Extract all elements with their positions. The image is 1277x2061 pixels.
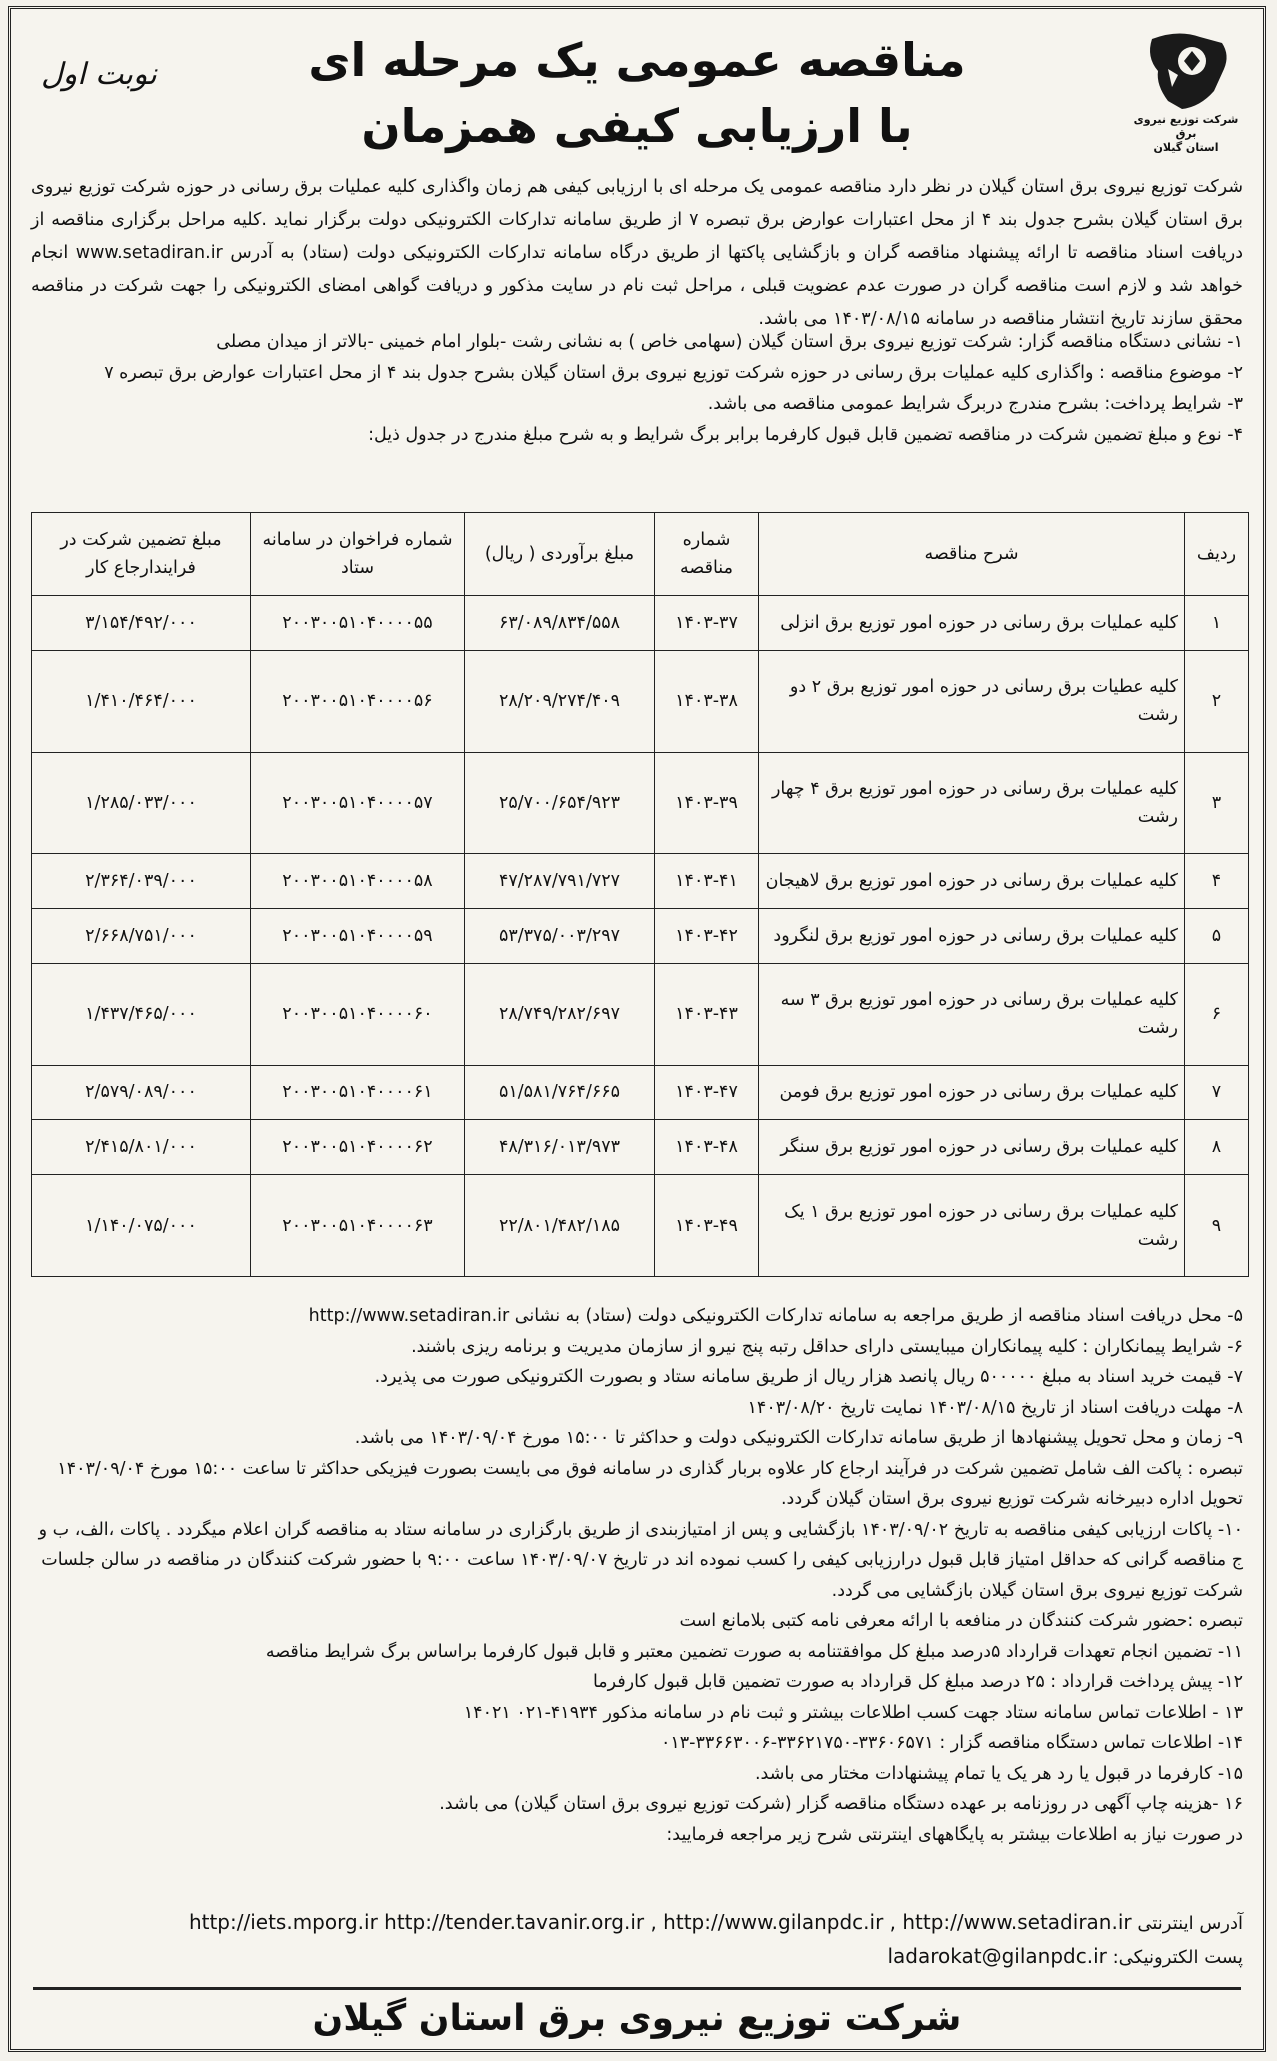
cell-number: ۱۴۰۳-۳۸ bbox=[655, 650, 759, 752]
table-row bbox=[32, 963, 1249, 1065]
col-header-desc: شرح مناقصه bbox=[759, 513, 1185, 596]
cell-desc: کلیه عملیات برق رسانی در حوزه امور توزیع برق انزلی bbox=[759, 596, 1185, 651]
col-header-guarantee: مبلغ تضمین شرکت در فرایندارجاع کار bbox=[32, 513, 251, 596]
cell-guarantee: ۲/۳۶۴/۰۳۹/۰۰۰ bbox=[32, 854, 251, 909]
cell-row: ۲ bbox=[1185, 650, 1249, 752]
term-15: ۱۵- کارفرما در قبول یا رد هر یک یا تمام پیشنهادات مختار می باشد. bbox=[754, 1763, 1243, 1784]
term-8: ۸- مهلت دریافت اسناد از تاریخ ۱۴۰۳/۰۸/۱۵ نمایت تاریخ ۱۴۰۳/۰۸/۲۰ bbox=[747, 1397, 1243, 1418]
gilan-map-icon bbox=[1138, 29, 1234, 113]
title-line-1: مناقصه عمومی یک مرحله ای bbox=[308, 33, 966, 87]
item-3: ۳- شرایط پرداخت: بشرح مندرج دربرگ شرایط عمومی مناقصه می باشد. bbox=[707, 394, 1243, 414]
table-row bbox=[32, 596, 1249, 651]
cell-row: ۵ bbox=[1185, 909, 1249, 964]
links-block bbox=[39, 1906, 1243, 1974]
title-line-2: با ارزیابی کیفی همزمان bbox=[361, 99, 913, 153]
term-14: ۱۴- اطلاعات تماس دستگاه مناقصه گزار : ۳۳۶۰۶۵۷۱-۳۳۶۲۱۷۵۰-۳۳۶۶۳۰۰۶-۰۱۳ bbox=[660, 1733, 1243, 1753]
items-list bbox=[31, 327, 1243, 451]
cell-desc: کلیه عملیات برق رسانی در حوزه امور توزیع برق ۴ چهار رشت bbox=[759, 752, 1185, 854]
intro-paragraph: شرکت توزیع نیروی برق استان گیلان در نظر دارد مناقصه عمومی یک مرحله ای با ارزیابی کیفی هم زمان واگذاری کلیه عملیات برق رسانی در حوزه شرکت توزیع نیروی برق استان گیلان بشرح جدول بند ۴ از محل اعتبارات عوارض برق تبصره ۷ از طریق سامانه تدارکات الکترونیکی دولت برگزار نماید .کلیه مراحل برگزاری مناقصه از دریافت اسناد مناقصه تا ارائه پیشنهاد مناقصه گران و بازگشایی پاکتها از طریق درگاه سامانه تدارکات الکترونیکی دولت (ستاد) به آدرس www.setadiran.ir انجام خواهد شد و لازم است مناقصه گران در صورت عدم عضویت قبلی ، مراحل ثبت نام در سایت مذکور و دریافت گواهی امضای الکترونیکی را جهت شرکت در مناقصه محقق سازند تاریخ انتشار مناقصه در سامانه ۱۴۰۳/۰۸/۱۵ می باشد. bbox=[31, 177, 1243, 329]
footer-divider bbox=[33, 1987, 1241, 1990]
table-row bbox=[32, 909, 1249, 964]
cell-number: ۱۴۰۳-۴۱ bbox=[655, 854, 759, 909]
cell-number: ۱۴۰۳-۴۲ bbox=[655, 909, 759, 964]
cell-guarantee: ۲/۶۶۸/۷۵۱/۰۰۰ bbox=[32, 909, 251, 964]
cell-row: ۱ bbox=[1185, 596, 1249, 651]
cell-setad: ۲۰۰۳۰۰۵۱۰۴۰۰۰۰۶۳ bbox=[251, 1175, 465, 1277]
term-13: ۱۳ - اطلاعات تماس سامانه ستاد جهت کسب اطلاعات بیشتر و ثبت نام در سامانه مذکور ۴۱۹۳۴-۰۲۱ ۱۴۰۲۱ bbox=[463, 1702, 1243, 1723]
table-row bbox=[32, 752, 1249, 854]
term-12: ۱۲- پیش پرداخت قرارداد : ۲۵ درصد مبلغ کل قرارداد به صورت تضمین قابل قبول کارفرما bbox=[592, 1672, 1243, 1692]
web-links-line bbox=[39, 1906, 1243, 1940]
more-info-note: در صورت نیاز به اطلاعات بیشتر به پایگاههای اینترنتی شرح زیر مراجعه فرمایید: bbox=[666, 1824, 1243, 1845]
cell-setad: ۲۰۰۳۰۰۵۱۰۴۰۰۰۰۵۷ bbox=[251, 752, 465, 854]
cell-row: ۸ bbox=[1185, 1120, 1249, 1175]
table-row bbox=[32, 1175, 1249, 1277]
cell-estimate: ۲۲/۸۰۱/۴۸۲/۱۸۵ bbox=[465, 1175, 655, 1277]
table-row bbox=[32, 854, 1249, 909]
cell-estimate: ۶۳/۰۸۹/۸۳۴/۵۵۸ bbox=[465, 596, 655, 651]
notice-title bbox=[211, 27, 1063, 159]
cell-setad: ۲۰۰۳۰۰۵۱۰۴۰۰۰۰۵۵ bbox=[251, 596, 465, 651]
cell-number: ۱۴۰۳-۴۹ bbox=[655, 1175, 759, 1277]
cell-guarantee: ۱/۴۱۰/۴۶۴/۰۰۰ bbox=[32, 650, 251, 752]
col-header-estimate: مبلغ برآوردی ( ریال) bbox=[465, 513, 655, 596]
cell-row: ۳ bbox=[1185, 752, 1249, 854]
cell-desc: کلیه عطیات برق رسانی در حوزه امور توزیع برق ۲ دو رشت bbox=[759, 650, 1185, 752]
cell-setad: ۲۰۰۳۰۰۵۱۰۴۰۰۰۰۶۰ bbox=[251, 963, 465, 1065]
cell-guarantee: ۳/۱۵۴/۴۹۲/۰۰۰ bbox=[32, 596, 251, 651]
cell-estimate: ۵۱/۵۸۱/۷۶۴/۶۶۵ bbox=[465, 1065, 655, 1120]
cell-desc: کلیه عملیات برق رسانی در حوزه امور توزیع برق ۳ سه رشت bbox=[759, 963, 1185, 1065]
cell-estimate: ۵۳/۳۷۵/۰۰۳/۲۹۷ bbox=[465, 909, 655, 964]
cell-number: ۱۴۰۳-۳۷ bbox=[655, 596, 759, 651]
term-9-note: تبصره : پاکت الف شامل تضمین شرکت در فرآیند ارجاع کار علاوه بربار گذاری در سامانه فوق می بایست بصورت فیزیکی حداکثر تا ساعت ۱۵:۰۰ مورخ ۱۴۰۳/۰۹/۰۴ تحویل اداره دبیرخانه شرکت توزیع نیروی برق استان گیلان گردد. bbox=[57, 1458, 1243, 1509]
cell-guarantee: ۱/۴۳۷/۴۶۵/۰۰۰ bbox=[32, 963, 251, 1065]
cell-setad: ۲۰۰۳۰۰۵۱۰۴۰۰۰۰۵۹ bbox=[251, 909, 465, 964]
cell-desc: کلیه عملیات برق رسانی در حوزه امور توزیع برق فومن bbox=[759, 1065, 1185, 1120]
table-row bbox=[32, 1065, 1249, 1120]
web-links[interactable]: http://iets.mporg.ir http://tender.tavanir.org.ir , http://www.gilanpdc.ir , http://www.setadiran.ir bbox=[188, 1910, 1132, 1934]
cell-setad: ۲۰۰۳۰۰۵۱۰۴۰۰۰۰۶۲ bbox=[251, 1120, 465, 1175]
col-header-setad: شماره فراخوان در سامانه ستاد bbox=[251, 513, 465, 596]
cell-guarantee: ۲/۵۷۹/۰۸۹/۰۰۰ bbox=[32, 1065, 251, 1120]
round-label: نوبت اول bbox=[41, 57, 157, 92]
cell-estimate: ۲۸/۷۴۹/۲۸۲/۶۹۷ bbox=[465, 963, 655, 1065]
web-links-label: آدرس اینترنتی bbox=[1137, 1913, 1243, 1934]
term-11: ۱۱- تضمین انجام تعهدات قرارداد ۵درصد مبلغ کل موافقتنامه به صورت تضمین معتبر و قابل قبول کارفرما براساس برگ شرایط مناقصه bbox=[265, 1641, 1243, 1662]
company-logo bbox=[1127, 29, 1245, 155]
item-4: ۴- نوع و مبلغ تضمین شرکت در مناقصه تضمین قابل قبول کارفرما برابر برگ شرایط و به شرح مبلغ مندرج در جدول ذیل: bbox=[368, 425, 1243, 445]
cell-desc: کلیه عملیات برق رسانی در حوزه امور توزیع برق ۱ یک رشت bbox=[759, 1175, 1185, 1277]
cell-guarantee: ۱/۲۸۵/۰۳۳/۰۰۰ bbox=[32, 752, 251, 854]
item-2: ۲- موضوع مناقصه : واگذاری کلیه عملیات برق رسانی در حوزه شرکت توزیع نیروی برق استان گیلان بشرح جدول بند ۴ از محل اعتبارات عوارض برق تبصره ۷ bbox=[104, 363, 1243, 383]
cell-desc: کلیه عملیات برق رسانی در حوزه امور توزیع برق لنگرود bbox=[759, 909, 1185, 964]
term-16: ۱۶ -هزینه چاپ آگهی در روزنامه بر عهده دستگاه مناقصه گزار (شرکت توزیع نیروی برق استان گیلان) می باشد. bbox=[439, 1794, 1243, 1814]
cell-estimate: ۲۵/۷۰۰/۶۵۴/۹۲۳ bbox=[465, 752, 655, 854]
col-header-row: ردیف bbox=[1185, 513, 1249, 596]
cell-estimate: ۲۸/۲۰۹/۲۷۴/۴۰۹ bbox=[465, 650, 655, 752]
item-1: ۱- نشانی دستگاه مناقصه گزار: شرکت توزیع نیروی برق استان گیلان (سهامی خاص ) به نشانی رشت -بلوار امام خمینی -بالاتر از میدان مصلی bbox=[216, 332, 1243, 352]
cell-row: ۴ bbox=[1185, 854, 1249, 909]
footer-company-name: شرکت توزیع نیروی برق استان گیلان bbox=[312, 1998, 962, 2039]
cell-guarantee: ۱/۱۴۰/۰۷۵/۰۰۰ bbox=[32, 1175, 251, 1277]
table-row bbox=[32, 1120, 1249, 1175]
cell-number: ۱۴۰۳-۴۳ bbox=[655, 963, 759, 1065]
cell-setad: ۲۰۰۳۰۰۵۱۰۴۰۰۰۰۶۱ bbox=[251, 1065, 465, 1120]
table-row bbox=[32, 650, 1249, 752]
email-link[interactable]: ladarokat@gilanpdc.ir bbox=[887, 1944, 1107, 1968]
tender-table bbox=[31, 512, 1249, 1277]
email-label: پست الکترونیکی: bbox=[1112, 1947, 1243, 1968]
cell-estimate: ۴۷/۲۸۷/۷۹۱/۷۲۷ bbox=[465, 854, 655, 909]
table-header-row bbox=[32, 513, 1249, 596]
cell-number: ۱۴۰۳-۴۷ bbox=[655, 1065, 759, 1120]
cell-estimate: ۴۸/۳۱۶/۰۱۳/۹۷۳ bbox=[465, 1120, 655, 1175]
email-line bbox=[39, 1940, 1243, 1974]
col-header-number: شماره مناقصه bbox=[655, 513, 759, 596]
cell-row: ۷ bbox=[1185, 1065, 1249, 1120]
cell-setad: ۲۰۰۳۰۰۵۱۰۴۰۰۰۰۵۸ bbox=[251, 854, 465, 909]
term-10: ۱۰- پاکات ارزیابی کیفی مناقصه به تاریخ ۱۴۰۳/۰۹/۰۲ بازگشایی و پس از امتیازبندی از طریق بارگزاری در سامانه ستاد به مناقصه گران اعلام میگردد . پاکات ،الف، ب و ج مناقصه گرانی که حداقل امتیاز قابل قبول درارزیابی کیفی را کسب نموده اند در تاریخ ۱۴۰۳/۰۹/۰۷ ساعت ۹:۰۰ با حضور شرکت کنندگان در مناقصه در سالن جلسات شرکت توزیع نیروی برق استان گیلان بازگشایی می گردد. bbox=[38, 1519, 1243, 1601]
cell-guarantee: ۲/۴۱۵/۸۰۱/۰۰۰ bbox=[32, 1120, 251, 1175]
cell-number: ۱۴۰۳-۴۸ bbox=[655, 1120, 759, 1175]
term-9: ۹- زمان و محل تحویل پیشنهادها از طریق سامانه تدارکات الکترونیکی دولت و حداکثر تا ۱۵:۰۰ مورخ ۱۴۰۳/۰۹/۰۴ می باشد. bbox=[354, 1428, 1243, 1448]
logo-line-2: استان گیلان bbox=[1153, 141, 1219, 154]
cell-row: ۶ bbox=[1185, 963, 1249, 1065]
logo-line-1: شرکت توزیع نیروی برق bbox=[1133, 113, 1239, 140]
cell-setad: ۲۰۰۳۰۰۵۱۰۴۰۰۰۰۵۶ bbox=[251, 650, 465, 752]
cell-desc: کلیه عملیات برق رسانی در حوزه امور توزیع برق سنگر bbox=[759, 1120, 1185, 1175]
cell-number: ۱۴۰۳-۳۹ bbox=[655, 752, 759, 854]
tender-notice bbox=[8, 6, 1266, 2052]
terms-list bbox=[31, 1301, 1243, 1850]
cell-row: ۹ bbox=[1185, 1175, 1249, 1277]
term-7: ۷- قیمت خرید اسناد به مبلغ ۵۰۰۰۰۰ ریال پانصد هزار ریال از طریق سامانه ستاد و بصورت الکترونیکی صورت می پذیرد. bbox=[374, 1367, 1243, 1387]
term-5: ۵- محل دریافت اسناد مناقصه از طریق مراجعه به سامانه تدارکات الکترونیکی دولت (ستاد) به نشانی http://www.setadiran.ir bbox=[308, 1306, 1243, 1326]
term-10-note: تبصره :حضور شرکت کنندگان در منافعه با ارائه معرفی نامه کتبی بلامانع است bbox=[679, 1611, 1243, 1631]
term-6: ۶- شرایط پیمانکاران : کلیه پیمانکاران میبایستی دارای حداقل رتبه پنج نیرو از سازمان مدیریت و برنامه ریزی باشند. bbox=[411, 1336, 1243, 1357]
cell-desc: کلیه عملیات برق رسانی در حوزه امور توزیع برق لاهیجان bbox=[759, 854, 1185, 909]
